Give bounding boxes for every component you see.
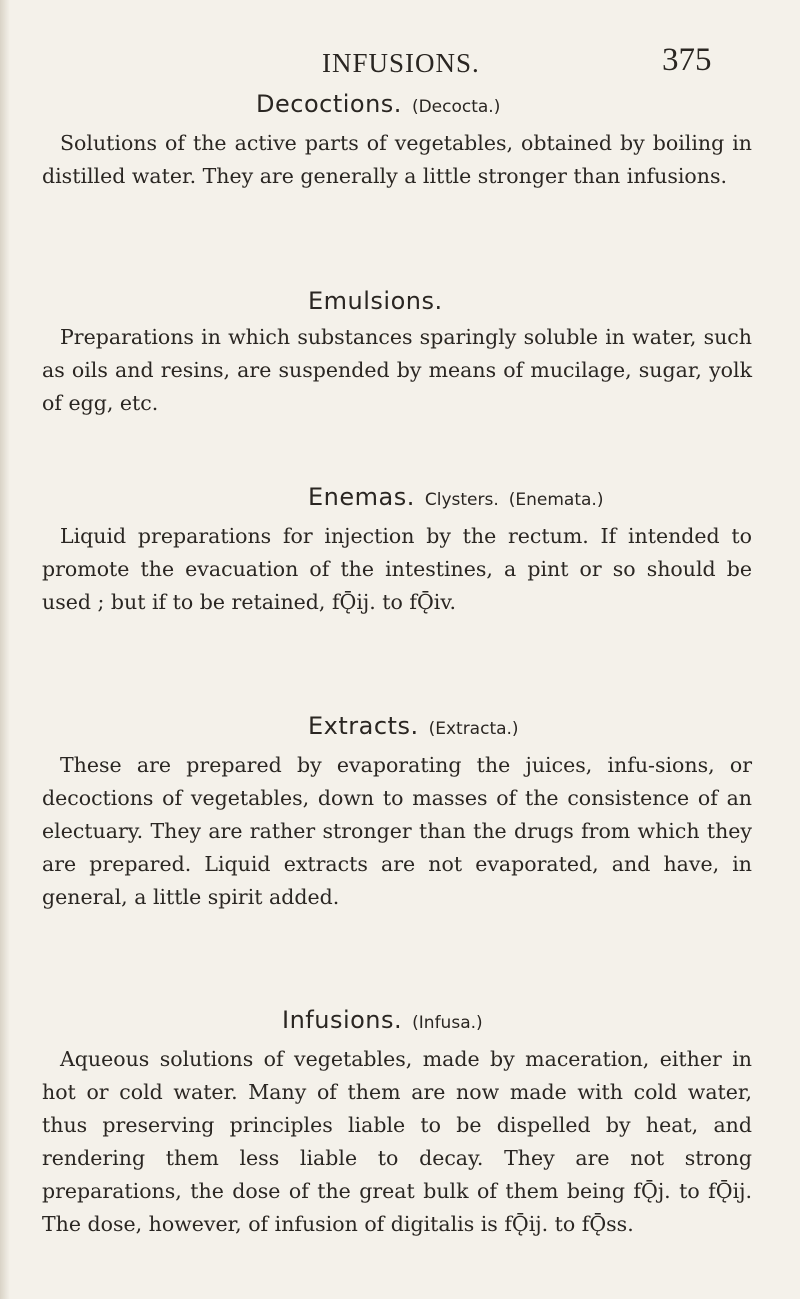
entry-infusions	[42, 1000, 752, 1241]
entry-text: Preparations in which substances sparingly soluble in water, such as oils and resins, are suspended by means of mucilage, sugar, yolk of egg, etc.	[42, 325, 752, 415]
entry-latin-name: (Enemata.)	[508, 490, 604, 510]
entry-emulsions	[42, 281, 752, 420]
entry-decoctions	[42, 84, 752, 193]
entry-text: Solutions of the active parts of vegetables, obtained by boiling in distilled water. They are generally a little stronger than infusions.	[42, 131, 752, 188]
entry-heading	[42, 281, 752, 321]
entry-heading	[42, 1000, 752, 1043]
entry-latin-name: (Extracta.)	[428, 719, 519, 739]
entry-extracts	[42, 706, 752, 914]
scan-edge-shadow	[0, 0, 10, 1299]
entry-latin-name: (Infusa.)	[412, 1013, 483, 1033]
entry-title: Decoctions.	[256, 90, 402, 118]
entry-heading	[42, 477, 752, 520]
running-head	[0, 42, 800, 82]
entry-title: Emulsions.	[308, 287, 443, 315]
entry-latin-name: (Decocta.)	[411, 97, 501, 117]
entry-heading	[42, 84, 752, 127]
entry-text: Aqueous solutions of vegetables, made by maceration, either in hot or cold water. Many of them are now made with cold water, thus preserving principles liable to be dispelled by heat, and rendering them less liable to decay. They are not strong preparations, the dose of the great bulk of them being fǬj. to fǬij. The dose, however, of infusion of digitalis is fǬij. to fǬss.	[42, 1047, 752, 1236]
entry-text: These are prepared by evaporating the juices, infu-sions, or decoctions of vegetables, down to masses of the consistence of an electuary. They are rather stronger than the drugs from which they are prepared. Liquid extracts are not evaporated, and have, in general, a little spirit added.	[42, 753, 752, 909]
entry-title: Extracts.	[308, 712, 419, 740]
entry-title: Infusions.	[282, 1006, 403, 1034]
entry-heading	[42, 706, 752, 749]
running-title: INFUSIONS.	[322, 48, 480, 78]
entry-enemas	[42, 477, 752, 619]
entry-alt-name: Clysters.	[424, 490, 499, 510]
entry-text: Liquid preparations for injection by the rectum. If intended to promote the evacuation of the intestines, a pint or so should be used ; but if to be retained, fǬij. to fǬiv.	[42, 524, 752, 614]
page-number: 375	[662, 42, 712, 78]
entry-title: Enemas.	[308, 483, 415, 511]
